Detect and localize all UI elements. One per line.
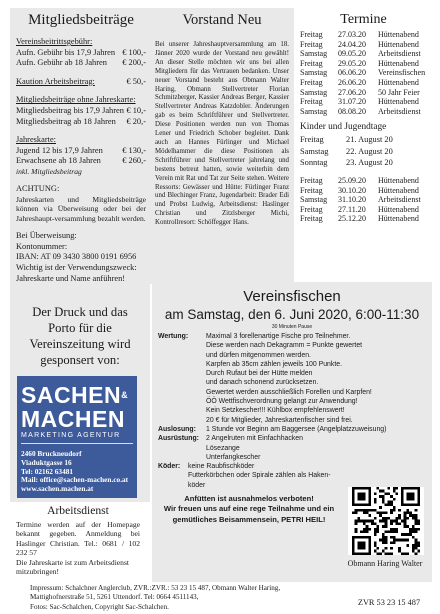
date-day: Samstag	[300, 68, 328, 78]
zvr-number: ZVR 53 23 15 487	[357, 598, 421, 607]
phone: Tel: 02162 63481	[21, 466, 74, 476]
board-title: Vorstand Neu	[182, 12, 262, 28]
annual-card-row	[16, 156, 146, 167]
rule-line: Durch Rufaut bei der Hütte melden	[206, 370, 313, 378]
sponsor-heading-line: gesponsert von:	[40, 353, 120, 367]
date-day: Freitag	[300, 97, 323, 107]
date-row	[300, 30, 427, 40]
work-duty-text: Termine werden auf der Homepage bekannt gegeben. Anmeldung bei Haslinger Christian. Tel.: 0681 / 102 232 57	[16, 520, 140, 558]
date-date: 27.06.20	[338, 87, 366, 97]
sponsor-address	[17, 450, 137, 494]
date-day: Sonntag	[300, 157, 328, 167]
youth-days-list	[300, 134, 427, 168]
imprint-line: Fotos: Sac-Schalchen, Copyright Sac-Schalchen.	[30, 602, 169, 611]
date-event: Hüttenabend	[378, 30, 419, 39]
date-date: 26.06.20	[338, 77, 366, 87]
sponsor-heading-line: Porto für die	[48, 321, 112, 335]
date-row	[300, 49, 427, 59]
date-day: Samstag	[300, 146, 329, 156]
date-date: 25.12.20	[338, 214, 366, 224]
rule-line: Maximal 3 forellenartige Fische pro Teilnehmer.	[206, 333, 351, 340]
date-event: Hüttenabend	[378, 97, 419, 107]
equipment-line: Unterfangkescher	[206, 453, 261, 461]
logo-ampersand: &	[121, 390, 129, 400]
fee-label: Aufn. Gebühr ab 18 Jahren	[16, 58, 107, 68]
fee-value: € 260,-	[122, 156, 146, 166]
date-event: Hüttenabend	[378, 185, 419, 195]
date-event: Hüttenabend	[378, 58, 419, 68]
account-label: Kontonummer:	[16, 241, 68, 251]
payment-reference-note: Wichtig ist der Verwendungszweck: Jahreskarte und Name anführen!	[16, 262, 137, 283]
date-date: 27.03.20	[338, 30, 366, 39]
annual-card-note: inkl. Mitgliedsbeitrag	[16, 166, 82, 176]
date-day: Freitag	[300, 30, 323, 39]
entry-fee-row	[16, 48, 146, 59]
closing-line: Anfütten ist ausnahmelos verboten!	[184, 494, 314, 504]
board-box	[150, 8, 294, 284]
logo-word: MACHEN	[21, 406, 125, 432]
imprint	[30, 584, 390, 614]
date-row	[300, 59, 427, 69]
date-day: Freitag	[300, 39, 323, 49]
rule-line: und danach schonend zurücksetzen.	[206, 379, 319, 387]
dates-list-2	[300, 176, 427, 224]
qr-code-icon	[348, 487, 424, 555]
date-event: Arbeitsdienst	[378, 195, 421, 205]
rule-line: ÖÖ Wettfischverordnung gelangt zur Anwendung!	[206, 398, 358, 406]
date-event: Vereinsfischen	[378, 68, 426, 78]
date-event: Hüttenabend	[378, 204, 419, 214]
date-day: Samstag	[300, 106, 328, 116]
rule-line: Karpfen ab 35cm zählen jeweils 100 Punkte.	[206, 360, 342, 368]
fee-label: Kaution Arbeitsbeitrag:	[16, 76, 95, 86]
date-day: Samstag	[300, 195, 328, 205]
date-day: Freitag	[300, 185, 323, 195]
fee-value: € 130,-	[122, 145, 146, 155]
rule-line: Diese werden nach Dekagramm = Punkte gewertet	[206, 342, 363, 350]
equipment-line: 2 Angelruten mit Einfachhacken	[206, 435, 303, 443]
date-date: 30.10.20	[338, 185, 366, 195]
date-day: Samstag	[300, 49, 328, 59]
fee-label: Erwachsene ab 18 Jahren	[16, 156, 101, 166]
work-duty-note: Die Jahreskarte ist zum Arbeitsdienst mitzubringen!	[16, 557, 130, 577]
date-date: 27.11.20	[338, 204, 366, 214]
membership-heading: Mitgliedsbeiträge ohne Jahreskarte:	[16, 95, 136, 105]
email: Mail: office@sachen-machen.co.at	[21, 475, 129, 485]
equipment-label: Ausrüstung:	[158, 435, 199, 443]
date-day: Freitag	[300, 204, 323, 214]
date-event: Arbeitsdienst	[378, 106, 421, 116]
equipment-line: Lösezange	[206, 444, 240, 452]
entry-fee-row	[16, 58, 146, 69]
fee-value: € 20,-	[126, 116, 146, 126]
date-row	[300, 186, 427, 196]
date-row	[300, 176, 427, 186]
date-row	[300, 107, 427, 117]
transfer-label: Bei Überweisung:	[16, 231, 77, 241]
entry-fee-heading: Vereinsbeitrittsgebühr:	[16, 37, 93, 46]
date-date: 31.07.20	[338, 97, 366, 107]
pause-note: 30 Minuten Pause	[271, 324, 313, 330]
logo-word: SACHEN	[21, 382, 122, 408]
fee-label: Jugend 12 bis 17,9 Jahren	[16, 145, 103, 155]
bait-line: köder	[188, 481, 206, 489]
dates-title: Termine	[340, 12, 387, 27]
membership-row	[16, 117, 146, 128]
date-date: 22. August 20	[346, 146, 393, 156]
dates-list	[300, 30, 427, 116]
date-day: Samstag	[300, 87, 328, 97]
fee-value: € 50,-	[126, 76, 146, 86]
date-event: Arbeitsdienst	[378, 49, 421, 59]
imprint-line: Mattighofnerstraße 51, 5261 Uttendorf. Tel: 0664 4511143,	[30, 593, 199, 602]
date-date: 21. August 20	[346, 135, 393, 145]
date-day: Freitag	[300, 58, 323, 68]
closing-line: gemütliches Beisammensein, PETRI HEIL!	[172, 514, 326, 524]
deposit-row	[16, 77, 146, 88]
dates-box	[296, 8, 430, 294]
fishing-date: am Samstag, den 6. Juni 2020, 6:00-11:30	[164, 307, 420, 322]
membership-fees-box	[10, 8, 150, 318]
draw-text: 1 Stunde vor Beginn am Baggersee (Angelplatzzuweisung)	[206, 425, 387, 433]
attention-label: ACHTUNG:	[16, 184, 60, 194]
bait-line: Futterkörbchen oder Spirale zählen als Haken-	[188, 472, 331, 480]
fee-value: € 200,-	[122, 58, 146, 68]
fee-label: Mitgliedsbeitrag ab 18 Jahren	[16, 116, 116, 126]
date-row	[300, 205, 427, 215]
fee-label: Mitgliedsbeitrag bis 17,9 Jahren	[16, 105, 124, 115]
date-date: 25.09.20	[338, 175, 366, 185]
work-duty-title: Arbeitsdienst	[47, 504, 109, 517]
rules-label: Wertung:	[158, 333, 189, 340]
date-event: Hüttenabend	[378, 175, 419, 185]
date-row	[300, 157, 427, 168]
imprint-line: Impressum: Schalchner Anglerclub, ZVR.:ZVR.: 53 23 15 487, Obmann Walter Haring,	[30, 584, 281, 592]
date-event: Hüttenabend	[378, 39, 419, 49]
address-line: 2460 Bruckneudorf	[21, 449, 82, 458]
date-row	[300, 88, 427, 98]
date-date: 29.05.20	[338, 58, 366, 68]
date-date: 08.08.20	[338, 106, 366, 116]
date-row	[300, 97, 427, 107]
sponsor-tagline: MARKETING AGENTUR	[21, 432, 121, 439]
date-row	[300, 68, 427, 78]
rule-line: Gewertet werden ausschließlich Forellen und Karpfen!	[206, 388, 372, 396]
annual-card-row	[16, 146, 146, 157]
date-date: 06.06.20	[338, 68, 366, 78]
sponsor-logo	[17, 376, 137, 431]
date-row	[300, 40, 427, 50]
date-event: Hüttenabend	[378, 214, 419, 224]
date-day: Freitag	[300, 135, 324, 145]
sponsor-heading-line: Vereinszeitung wird	[29, 337, 131, 351]
date-date: 23. August 20	[346, 157, 393, 167]
date-date: 24.04.20	[338, 39, 366, 49]
fishing-title: Vereinsfischen	[243, 288, 341, 305]
date-row	[300, 78, 427, 88]
board-text: Bei unserer Jahreshauptversammlung am 18. Jänner 2020 wurde der Vorstand neu gewählt! An dieser Stelle möchten wir uns bei allen Mitgliedern für das Vertrauen bedanken. Unser neuer Vorstand besteht aus Obmann Walter Haring, Obmann Stellvertreter Florian Schmitzberger, Kassier Andreas Berger, Kassier Stellvertreter Andreas Katzdobler. Änderungen gab es beim Schriftführer und Stellvertreter. Diese Positionen werden nun von Thomas Lener und Friedrich Schober begleitet. Dank auch an Hannes Fürlinger und Michael Mödelhammer die diese Positionen als Schriftführer und Stellvertreter jahrelang und bestens betreut hatten, sowie weiterhin dem Verein mit Rat und Tat zur Seite stehen. Weitere Ressorts: Gewässer und Hütte: Fürlinger Franz und Blechinger Franz, Jugendarbeit: Brader Edi und Probst Ludwig, Arbeitsdienst: Haslinger Christian und Zitzlsberger Michi, Kontrollresort: Schöffegger Hans.	[155, 41, 289, 227]
fee-label: Aufn. Gebühr bis 17,9 Jahren	[16, 47, 116, 57]
address-line: Viaduktgasse 16	[21, 457, 72, 467]
qr-caption: Obmann Haring Walter	[347, 559, 423, 568]
rule-line: Kein Setzkescher!!! Kühlbox empfehlenswert!	[206, 407, 345, 415]
date-day: Freitag	[300, 214, 323, 224]
work-duty-box	[14, 504, 142, 577]
date-row	[300, 214, 427, 224]
qr-code-block	[340, 487, 430, 583]
fee-value: € 10,-	[126, 105, 146, 115]
closing-line: Wir freuen uns auf eine rege Teilnahme und ein	[163, 504, 335, 514]
membership-fees-title: Mitgliedsbeiträge	[28, 12, 134, 28]
date-day: Freitag	[300, 77, 323, 87]
sponsor-heading-line: Der Druck und das	[32, 305, 128, 319]
bait-line: keine Raubfischköder	[188, 463, 255, 471]
date-row	[300, 134, 427, 145]
membership-row	[16, 106, 146, 117]
youth-days-title: Kinder und Jugendtage	[300, 122, 387, 133]
date-day: Freitag	[300, 175, 323, 185]
date-event: Hüttenabend	[378, 77, 419, 87]
iban: IBAN: AT 09 3430 3800 0191 6956	[16, 252, 137, 262]
rule-line: 20 € für Mitglieder, Jahreskartenfischer sind frei.	[206, 416, 353, 424]
divider	[21, 443, 133, 444]
attention-text: Jahreskarten und Mitgliedsbeiträge können via Überweisung oder bei der Jahreshaupt-versammlung bezahlt werden.	[16, 194, 146, 223]
website: www.sachen.machen.at	[21, 484, 94, 494]
sponsor-ad	[17, 376, 137, 498]
date-date: 09.05.20	[338, 49, 366, 59]
draw-label: Auslosung:	[158, 425, 196, 433]
date-row	[300, 195, 427, 205]
bait-label: Köder:	[158, 463, 181, 471]
fee-value: € 100,-	[122, 47, 146, 57]
date-date: 31.10.20	[338, 195, 366, 205]
rule-line: und dürfen mitgenommen werden.	[206, 351, 311, 359]
annual-card-heading: Jahreskarte:	[16, 135, 56, 145]
date-event: 50 Jahr Feier	[378, 87, 420, 97]
date-row	[300, 146, 427, 157]
